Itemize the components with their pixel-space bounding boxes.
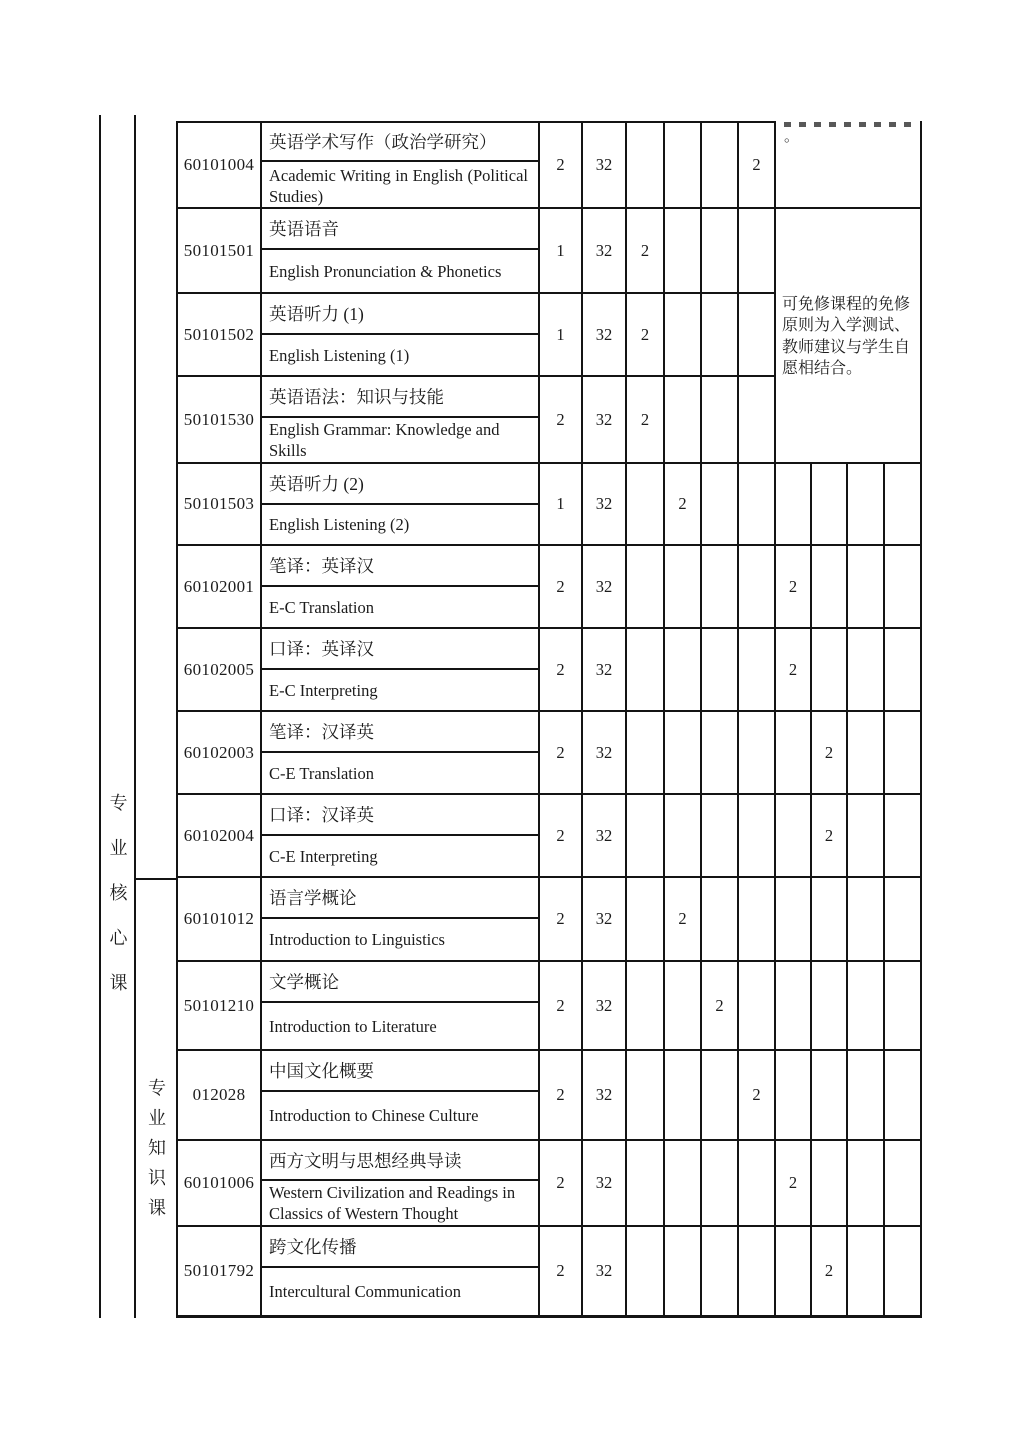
course-code: 60101012 bbox=[178, 878, 262, 962]
credits-cell: 1 bbox=[540, 209, 583, 294]
course-name-cell bbox=[262, 294, 540, 377]
hours-cell: 32 bbox=[583, 1141, 627, 1227]
semester-7-cell bbox=[848, 1227, 885, 1315]
curriculum-table bbox=[176, 121, 922, 1318]
semester-1-cell bbox=[627, 795, 665, 878]
semester-4-cell bbox=[739, 629, 776, 712]
course-name-cn: 英语语音 bbox=[262, 209, 538, 250]
semester-8-cell bbox=[885, 1141, 922, 1227]
course-name-cell bbox=[262, 712, 540, 795]
table-row bbox=[178, 878, 922, 962]
semester-2-cell: 2 bbox=[665, 464, 702, 546]
course-name-cell bbox=[262, 962, 540, 1051]
credits-cell: 2 bbox=[540, 795, 583, 878]
semester-1-cell bbox=[627, 1227, 665, 1315]
semester-7-cell bbox=[848, 546, 885, 629]
semester-3-cell bbox=[702, 546, 739, 629]
semester-2-cell bbox=[665, 294, 702, 377]
credits-cell: 2 bbox=[540, 1051, 583, 1141]
course-name-cn: 笔译：英译汉 bbox=[262, 546, 538, 587]
semester-4-cell bbox=[739, 377, 776, 464]
semester-7-cell bbox=[848, 712, 885, 795]
semester-4-cell bbox=[739, 1227, 776, 1315]
table-row bbox=[178, 712, 922, 795]
course-name-cell bbox=[262, 629, 540, 712]
hours-cell: 32 bbox=[583, 464, 627, 546]
course-name-cn: 口译：汉译英 bbox=[262, 795, 538, 836]
semester-3-cell bbox=[702, 1227, 739, 1315]
table-row bbox=[178, 121, 922, 209]
hours-cell: 32 bbox=[583, 795, 627, 878]
course-code: 012028 bbox=[178, 1051, 262, 1141]
course-name-en: C-E Translation bbox=[269, 763, 374, 783]
semester-2-cell bbox=[665, 712, 702, 795]
semester-8-cell bbox=[885, 1051, 922, 1141]
credits-cell: 2 bbox=[540, 962, 583, 1051]
semester-7-cell bbox=[848, 1051, 885, 1141]
course-code: 50101501 bbox=[178, 209, 262, 294]
semester-6-cell bbox=[812, 1141, 848, 1227]
credits-cell: 2 bbox=[540, 377, 583, 464]
semester-6-cell bbox=[812, 962, 848, 1051]
semester-8-cell bbox=[885, 962, 922, 1051]
course-code: 60102003 bbox=[178, 712, 262, 795]
course-name-cell bbox=[262, 464, 540, 546]
semester-6-cell bbox=[812, 1051, 848, 1141]
course-name-cell bbox=[262, 795, 540, 878]
semester-5-cell bbox=[776, 962, 812, 1051]
table-row bbox=[178, 1141, 922, 1227]
semester-2-cell bbox=[665, 1141, 702, 1227]
semester-3-cell bbox=[702, 795, 739, 878]
course-name-cn: 中国文化概要 bbox=[262, 1051, 538, 1092]
semester-2-cell: 2 bbox=[665, 878, 702, 962]
course-name-cell bbox=[262, 878, 540, 962]
credits-cell: 1 bbox=[540, 294, 583, 377]
semester-1-cell: 2 bbox=[627, 209, 665, 294]
course-name-cell bbox=[262, 377, 540, 464]
semester-5-cell bbox=[776, 712, 812, 795]
semester-6-cell bbox=[812, 464, 848, 546]
course-name-cn: 口译：英译汉 bbox=[262, 629, 538, 670]
semester-3-cell bbox=[702, 629, 739, 712]
credits-cell: 2 bbox=[540, 1227, 583, 1315]
course-code: 60102001 bbox=[178, 546, 262, 629]
exemption-note-text: 可免修课程的免修原则为入学测试、教师建议与学生自愿相结合。 bbox=[782, 295, 911, 377]
course-name-cell bbox=[262, 209, 540, 294]
semester-4-cell bbox=[739, 294, 776, 377]
semester-3-cell: 2 bbox=[702, 962, 739, 1051]
semester-6-cell: 2 bbox=[812, 1227, 848, 1315]
semester-5-cell bbox=[776, 1227, 812, 1315]
semester-3-cell bbox=[702, 121, 739, 209]
credits-cell: 2 bbox=[540, 546, 583, 629]
course-code: 50101792 bbox=[178, 1227, 262, 1315]
course-name-cell bbox=[262, 121, 540, 209]
semester-3-cell bbox=[702, 1051, 739, 1141]
semester-8-cell bbox=[885, 795, 922, 878]
course-name-en: Western Civilization and Readings in Classics of Western Thought bbox=[269, 1183, 516, 1223]
credits-cell: 2 bbox=[540, 878, 583, 962]
course-name-en: Academic Writing in English (Political Studies) bbox=[269, 166, 528, 206]
semester-5-cell: 2 bbox=[776, 629, 812, 712]
semester-7-cell bbox=[848, 795, 885, 878]
hours-cell: 32 bbox=[583, 377, 627, 464]
semester-2-cell bbox=[665, 962, 702, 1051]
semester-2-cell bbox=[665, 795, 702, 878]
semester-5-cell bbox=[776, 878, 812, 962]
semester-7-cell bbox=[848, 1141, 885, 1227]
semester-3-cell bbox=[702, 464, 739, 546]
course-code: 60101006 bbox=[178, 1141, 262, 1227]
semester-6-cell bbox=[812, 629, 848, 712]
semester-8-cell bbox=[885, 1227, 922, 1315]
semester-1-cell: 2 bbox=[627, 377, 665, 464]
table-row bbox=[178, 1051, 922, 1141]
course-name-en: Introduction to Literature bbox=[269, 1016, 437, 1036]
course-name-cn: 笔译：汉译英 bbox=[262, 712, 538, 753]
semester-6-cell bbox=[812, 878, 848, 962]
course-name-en: English Listening (2) bbox=[269, 515, 410, 534]
semester-3-cell bbox=[702, 712, 739, 795]
course-name-en: English Pronunciation & Phonetics bbox=[269, 261, 502, 281]
table-row bbox=[178, 795, 922, 878]
semester-6-cell: 2 bbox=[812, 712, 848, 795]
course-name-en: E-C Translation bbox=[269, 597, 374, 617]
semester-2-cell bbox=[665, 1051, 702, 1141]
course-name-cn: 英语语法：知识与技能 bbox=[262, 377, 538, 418]
credits-cell: 2 bbox=[540, 1141, 583, 1227]
course-name-cell bbox=[262, 546, 540, 629]
semester-4-cell bbox=[739, 712, 776, 795]
course-name-cn: 文学概论 bbox=[262, 962, 538, 1003]
semester-5-cell: 2 bbox=[776, 1141, 812, 1227]
semester-3-cell bbox=[702, 377, 739, 464]
course-name-cell bbox=[262, 1141, 540, 1227]
semester-3-cell bbox=[702, 294, 739, 377]
course-name-cn: 英语听力 (2) bbox=[262, 464, 538, 505]
semester-4-cell: 2 bbox=[739, 121, 776, 209]
hours-cell: 32 bbox=[583, 878, 627, 962]
course-name-en: E-C Interpreting bbox=[269, 680, 378, 700]
semester-2-cell bbox=[665, 1227, 702, 1315]
credits-cell: 2 bbox=[540, 121, 583, 209]
hours-cell: 32 bbox=[583, 546, 627, 629]
course-name-cn: 英语学术写作（政治学研究） bbox=[262, 123, 538, 162]
table-row bbox=[178, 546, 922, 629]
semester-2-cell bbox=[665, 121, 702, 209]
semester-5-cell: 2 bbox=[776, 546, 812, 629]
course-name-en: Introduction to Linguistics bbox=[269, 930, 445, 949]
course-name-cell bbox=[262, 1227, 540, 1315]
course-code: 60101004 bbox=[178, 121, 262, 209]
semester-4-cell bbox=[739, 209, 776, 294]
semester-5-cell bbox=[776, 795, 812, 878]
credits-cell: 2 bbox=[540, 712, 583, 795]
semester-5-cell bbox=[776, 1051, 812, 1141]
semester-8-cell bbox=[885, 878, 922, 962]
category-column-core bbox=[99, 115, 136, 1318]
semester-8-cell bbox=[885, 712, 922, 795]
hours-cell: 32 bbox=[583, 1227, 627, 1315]
semester-2-cell bbox=[665, 546, 702, 629]
semester-8-cell bbox=[885, 629, 922, 712]
course-name-en: Introduction to Chinese Culture bbox=[269, 1106, 479, 1125]
credits-cell: 1 bbox=[540, 464, 583, 546]
semester-8-cell bbox=[885, 546, 922, 629]
semester-1-cell bbox=[627, 962, 665, 1051]
semester-8-cell bbox=[885, 464, 922, 546]
hours-cell: 32 bbox=[583, 209, 627, 294]
semester-1-cell bbox=[627, 121, 665, 209]
category-core-label: 专业核心课 bbox=[107, 793, 128, 1018]
clipped-text-fragment bbox=[784, 122, 912, 127]
course-name-en: C-E Interpreting bbox=[269, 846, 378, 866]
semester-7-cell bbox=[848, 962, 885, 1051]
semester-5-cell bbox=[776, 464, 812, 546]
semester-4-cell bbox=[739, 795, 776, 878]
hours-cell: 32 bbox=[583, 121, 627, 209]
exemption-note-cell bbox=[776, 209, 916, 464]
category-knowledge-label: 专业知识课 bbox=[146, 1078, 166, 1228]
course-code: 50101502 bbox=[178, 294, 262, 377]
semester-3-cell bbox=[702, 209, 739, 294]
semester-1-cell: 2 bbox=[627, 294, 665, 377]
semester-1-cell bbox=[627, 546, 665, 629]
course-name-cell bbox=[262, 1051, 540, 1141]
semester-1-cell bbox=[627, 878, 665, 962]
semester-1-cell bbox=[627, 1141, 665, 1227]
course-name-en: English Grammar: Knowledge and Skills bbox=[269, 420, 500, 460]
semester-6-cell: 2 bbox=[812, 795, 848, 878]
semester-2-cell bbox=[665, 377, 702, 464]
course-code: 50101530 bbox=[178, 377, 262, 464]
note-cell-clipped bbox=[776, 121, 922, 209]
course-name-cn: 英语听力 (1) bbox=[262, 294, 538, 335]
clipped-note-punctuation: 。 bbox=[784, 129, 800, 145]
course-name-cn: 跨文化传播 bbox=[262, 1227, 538, 1268]
table-row bbox=[178, 629, 922, 712]
semester-2-cell bbox=[665, 629, 702, 712]
semester-4-cell: 2 bbox=[739, 1051, 776, 1141]
hours-cell: 32 bbox=[583, 294, 627, 377]
semester-4-cell bbox=[739, 546, 776, 629]
course-code: 50101210 bbox=[178, 962, 262, 1051]
table-row bbox=[178, 1227, 922, 1315]
course-name-cn: 西方文明与思想经典导读 bbox=[262, 1141, 538, 1181]
table-row bbox=[178, 464, 922, 546]
course-code: 60102005 bbox=[178, 629, 262, 712]
semester-4-cell bbox=[739, 878, 776, 962]
semester-7-cell bbox=[848, 464, 885, 546]
semester-7-cell bbox=[848, 629, 885, 712]
course-name-en: English Listening (1) bbox=[269, 345, 410, 365]
hours-cell: 32 bbox=[583, 629, 627, 712]
table-row bbox=[178, 962, 922, 1051]
semester-3-cell bbox=[702, 1141, 739, 1227]
semester-1-cell bbox=[627, 629, 665, 712]
semester-3-cell bbox=[702, 878, 739, 962]
semester-1-cell bbox=[627, 464, 665, 546]
semester-4-cell bbox=[739, 962, 776, 1051]
credits-cell: 2 bbox=[540, 629, 583, 712]
course-code: 50101503 bbox=[178, 464, 262, 546]
course-code: 60102004 bbox=[178, 795, 262, 878]
hours-cell: 32 bbox=[583, 1051, 627, 1141]
category-column-knowledge bbox=[136, 115, 176, 1318]
semester-4-cell bbox=[739, 464, 776, 546]
course-name-cn: 语言学概论 bbox=[262, 878, 538, 919]
hours-cell: 32 bbox=[583, 962, 627, 1051]
course-name-en: Intercultural Communication bbox=[269, 1282, 461, 1301]
semester-1-cell bbox=[627, 712, 665, 795]
semester-6-cell bbox=[812, 546, 848, 629]
hours-cell: 32 bbox=[583, 712, 627, 795]
category-divider-line bbox=[136, 878, 176, 880]
semester-1-cell bbox=[627, 1051, 665, 1141]
semester-2-cell bbox=[665, 209, 702, 294]
semester-4-cell bbox=[739, 1141, 776, 1227]
semester-7-cell bbox=[848, 878, 885, 962]
